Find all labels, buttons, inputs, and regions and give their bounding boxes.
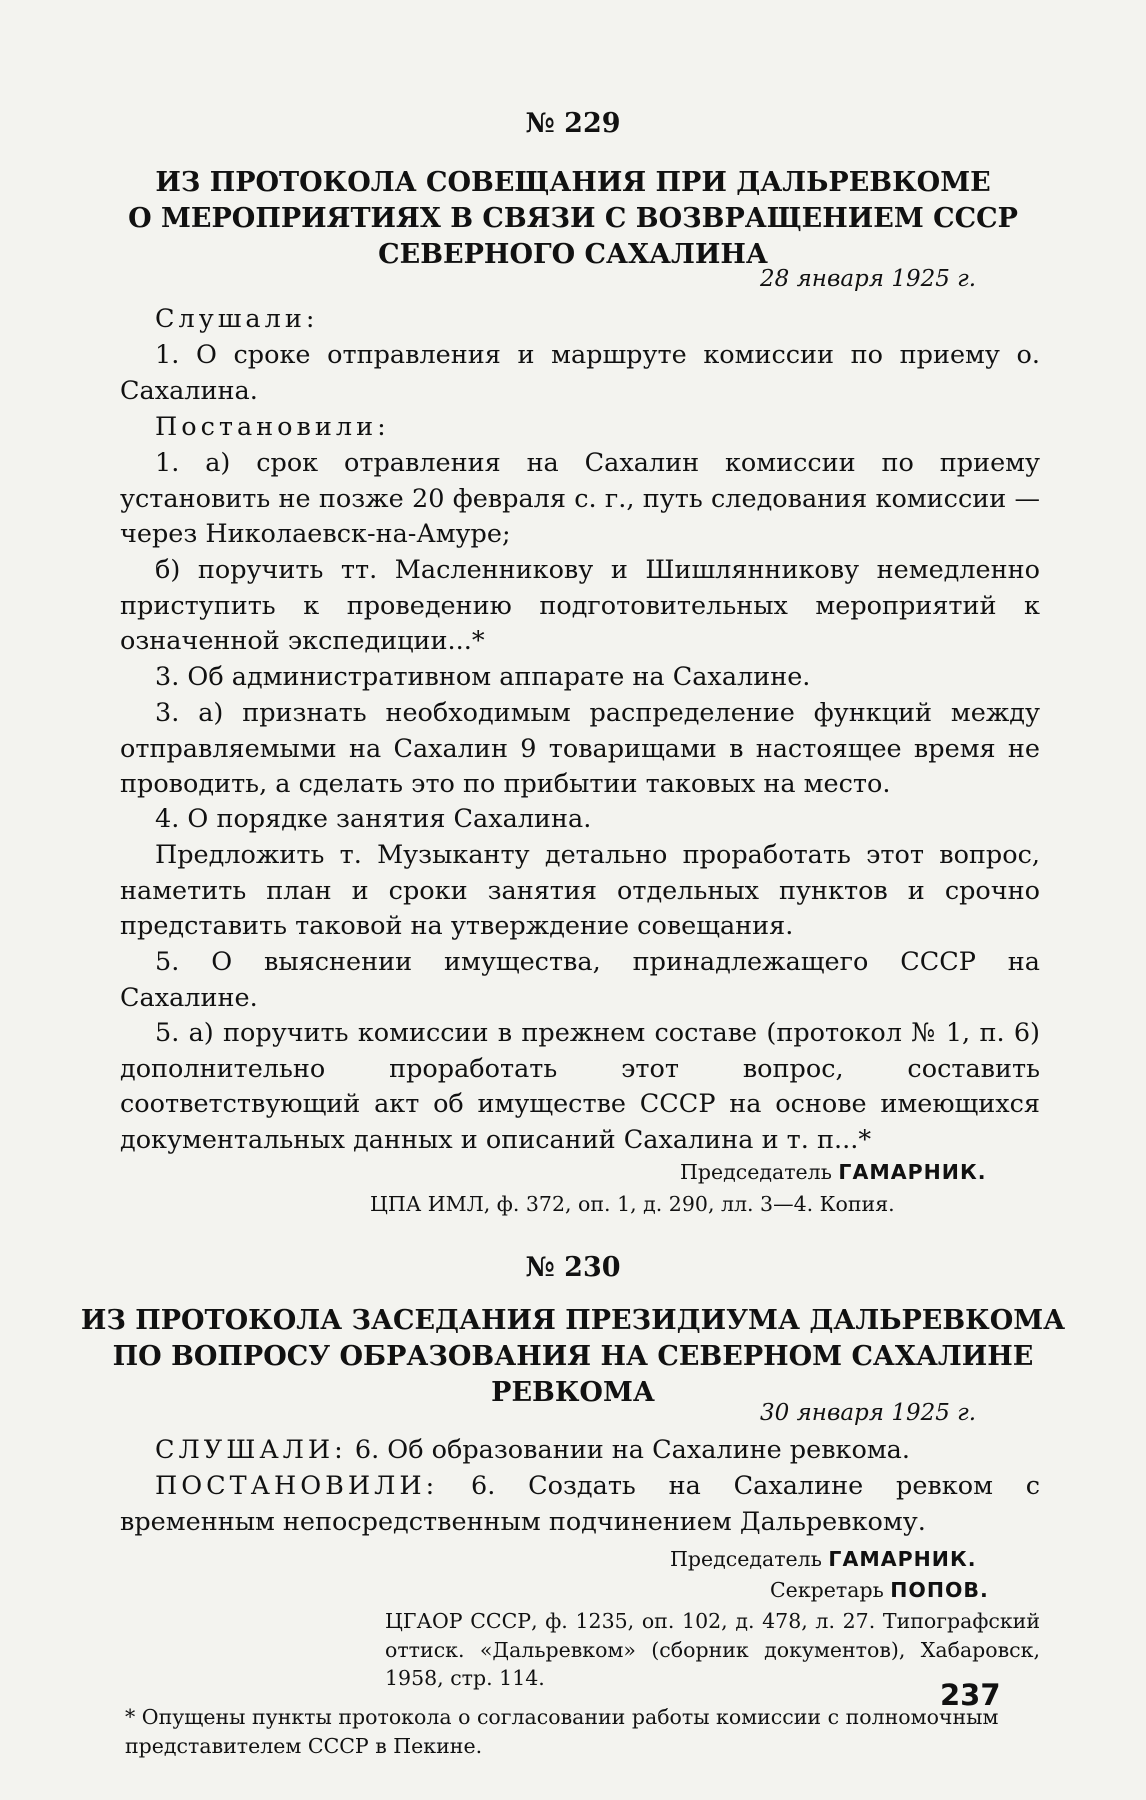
doc230-title-line-3: РЕВКОМА [491, 1377, 655, 1408]
doc230-title-line-1: ИЗ ПРОТОКОЛА ЗАСЕДАНИЯ ПРЕЗИДИУМА ДАЛЬРЕВКОМА [80, 1305, 1066, 1336]
doc229-resolution-1a: 1. а) срок отравления на Сахалин комиссии по приему установить не позже 20 февраля с. г., путь следования комиссии — через Николаевск-на-Амуре; [120, 448, 1040, 549]
doc230-secretary-label: Секретарь [770, 1578, 884, 1602]
doc229-chair-signature [680, 1158, 986, 1187]
doc230-heard-label: СЛУШАЛИ: [155, 1435, 347, 1465]
doc229-chair-label: Председатель [680, 1160, 832, 1184]
doc229-title-line-2: О МЕРОПРИЯТИЯХ В СВЯЗИ С ВОЗВРАЩЕНИЕМ СССР [128, 203, 1018, 234]
doc230-heard [120, 1433, 1040, 1469]
doc229-item-3: 3. Об административном аппарате на Сахалине. [155, 662, 811, 692]
page-number: 237 [940, 1678, 1001, 1712]
doc230-heard-text: 6. Об образовании на Сахалине ревкома. [354, 1435, 910, 1465]
doc230-title-line-2: ПО ВОПРОСУ ОБРАЗОВАНИЯ НА СЕВЕРНОМ САХАЛИНЕ [112, 1341, 1034, 1372]
doc229-number: № 229 [525, 108, 621, 139]
doc230-source: ЦГАОР СССР, ф. 1235, оп. 102, д. 478, л. 27. Типографский оттиск. «Дальревком» (сборник документов), Хабаровск, 1958, стр. 114. [385, 1609, 1040, 1690]
doc230-date: 30 января 1925 г. [760, 1400, 977, 1426]
doc229-resolution-1b: б) поручить тт. Масленникову и Шишлянникову немедленно приступить к проведению подготовительных мероприятий к означенной экспедиции...* [120, 555, 1040, 656]
doc229-resolution-3a: 3. а) признать необходимым распределение функций между отправляемыми на Сахалин 9 товарищами в настоящее время не проводить, а сделать это по прибытии таковых на место. [120, 698, 1040, 799]
doc229-heard-label: Слушали: [155, 304, 319, 334]
doc229-title [80, 165, 1066, 273]
doc229-chair-name: ГАМАРНИК. [838, 1160, 987, 1184]
doc229-resolved-label: Постановили: [155, 412, 390, 442]
doc229-title-line-3: СЕВЕРНОГО САХАЛИНА [378, 239, 768, 270]
doc230-resolved-label: ПОСТАНОВИЛИ: [155, 1471, 439, 1501]
doc229-item-5: 5. О выяснении имущества, принадлежащего СССР на Сахалине. [120, 947, 1040, 1013]
doc229-item-1: 1. О сроке отправления и маршруте комиссии по приему о. Сахалина. [120, 340, 1040, 406]
doc230-chair-signature [670, 1545, 976, 1574]
doc229-source: ЦПА ИМЛ, ф. 372, оп. 1, д. 290, лл. 3—4. Копия. [370, 1192, 895, 1216]
doc230-number: № 230 [525, 1252, 621, 1283]
doc230-resolved [120, 1469, 1040, 1540]
doc230-secretary-name: ПОПОВ. [890, 1578, 989, 1602]
doc230-secretary-signature [770, 1576, 989, 1605]
doc230-chair-name: ГАМАРНИК. [828, 1547, 977, 1571]
doc229-resolution-4: Предложить т. Музыканту детально проработать этот вопрос, наметить план и сроки занятия отдельных пунктов и срочно представить таковой на утверждение совещания. [120, 840, 1040, 941]
doc230-chair-label: Председатель [670, 1547, 822, 1571]
doc229-resolution-5a: 5. а) поручить комиссии в прежнем составе (протокол № 1, п. 6) дополнительно проработать этот вопрос, составить соответствующий акт об имуществе СССР на основе имеющихся документальных данных и описаний Сахалина и т. п...* [120, 1018, 1040, 1155]
doc230-resolved-text: 6. Создать на Сахалине ревком с временным непосредственным подчинением Дальревкому. [120, 1471, 1040, 1537]
doc229-date: 28 января 1925 г. [760, 266, 977, 292]
doc229-title-line-1: ИЗ ПРОТОКОЛА СОВЕЩАНИЯ ПРИ ДАЛЬРЕВКОМЕ [155, 167, 991, 198]
doc229-item-4: 4. О порядке занятия Сахалина. [155, 804, 592, 834]
footnote: * Опущены пункты протокола о согласовании работы комиссии с полномочным представителем СССР в Пекине. [125, 1705, 999, 1758]
doc230-title [80, 1303, 1066, 1411]
